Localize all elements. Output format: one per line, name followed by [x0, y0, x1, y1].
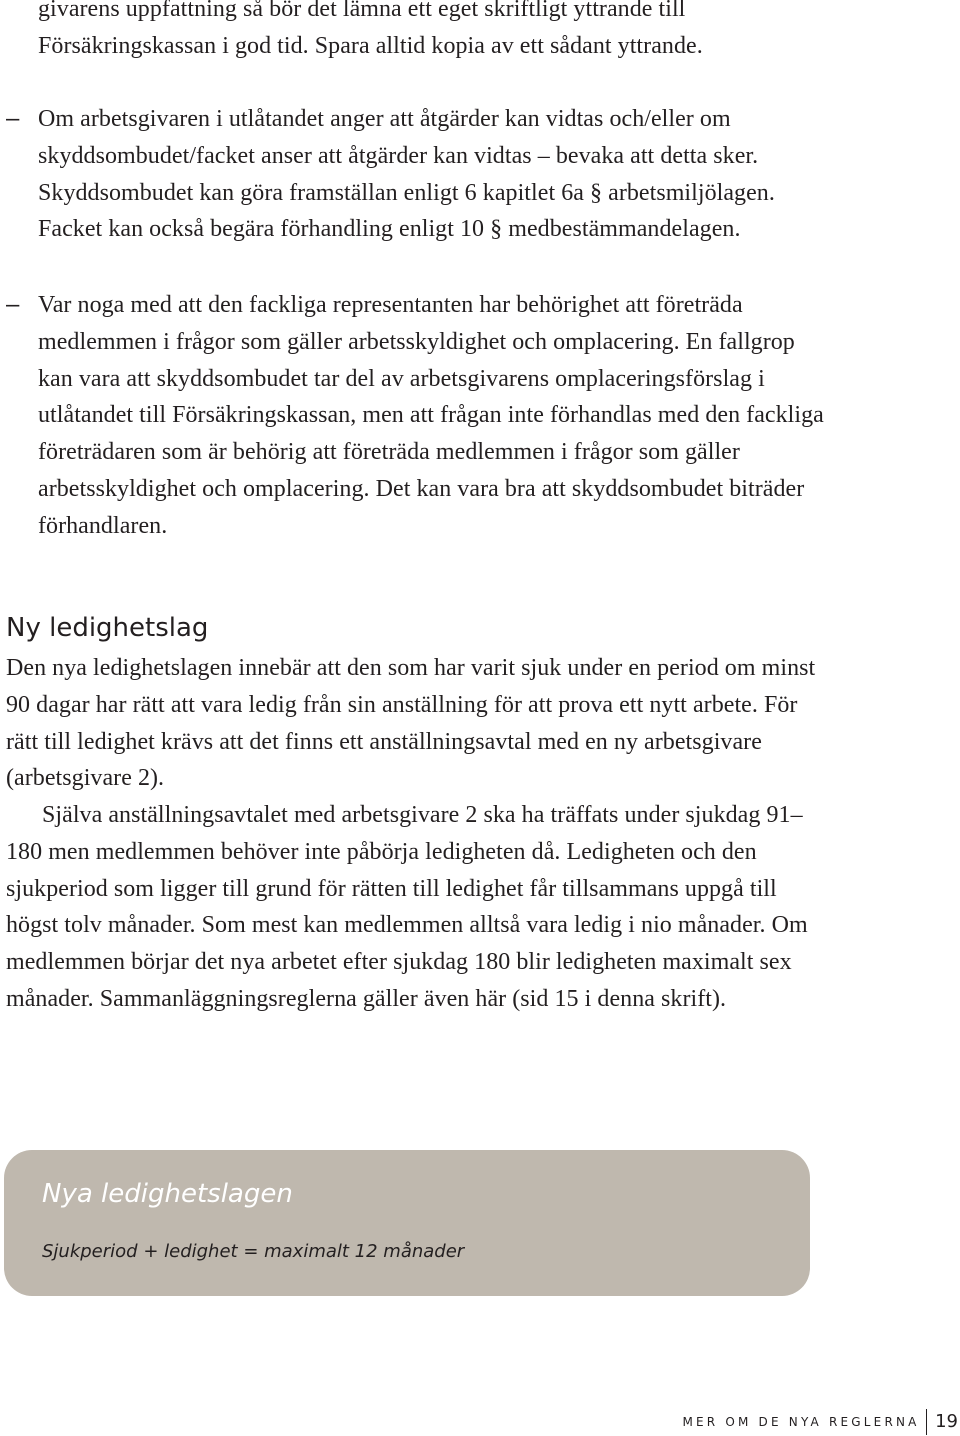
bullet-dash: –	[6, 291, 20, 318]
bullet-dash: –	[6, 105, 20, 132]
page-footer	[682, 1408, 958, 1436]
info-box-text: Sjukperiod + ledighet = maximalt 12 månader	[42, 1241, 465, 1262]
info-box-title: Nya ledighetslagen	[42, 1179, 293, 1209]
body-paragraph: Den nya ledighetslagen innebär att den som har varit sjuk under en period om minst 90 dagar har rätt att vara ledig från sin anställning för att prova ett nytt arbete. För rätt till ledighet krävs att det finns ett anställningsavtal med en ny arbetsgivare (arbetsgivare 2).	[6, 655, 816, 792]
section-heading: Ny ledighetslag	[6, 613, 209, 643]
footer-section-label: MER OM DE NYA REGLERNA	[682, 1415, 920, 1429]
continuation-paragraph: givarens uppfattning så bör det lämna ett eget skriftligt yttrande till Försäkringskassan i god tid. Spara alltid kopia av ett sådant yttrande.	[38, 0, 703, 59]
bullet-text: Om arbetsgivaren i utlåtandet anger att åtgärder kan vidtas och/eller om skyddsombudet/facket anser att åtgärder kan vidtas – bevaka att detta sker. Skyddsombudet kan göra framställan enligt 6 kapitlet 6a § arbetsmiljölagen. Facket kan också begära förhandling enligt 10 § medbestämmandelagen.	[38, 106, 775, 243]
footer-divider	[926, 1409, 928, 1435]
bullet-text: Var noga med att den fackliga representanten har behörighet att företräda medlemmen i frågor som gäller arbetsskyldighet och omplacering. En fallgrop kan vara att skyddsombudet tar del av arbetsgivarens omplaceringsförslag i utlåtandet till Försäkringskassan, men att frågan inte förhandlas med den fackliga företrädaren som är behörig att företräda medlemmen i frågor som gäller arbetsskyldighet och omplacering. Det kan vara bra att skyddsombudet biträder förhandlaren.	[38, 292, 824, 539]
info-box	[4, 1150, 810, 1296]
page-number: 19	[935, 1411, 958, 1432]
body-paragraph: Själva anställningsavtalet med arbetsgivare 2 ska ha träffats under sjukdag 91–180 men medlemmen behöver inte påbörja ledigheten då. Ledigheten och den sjukperiod som ligger till grund för rätten till ledighet får tillsammans uppgå till högst tolv månader. Som mest kan medlemmen alltså vara ledig i nio månader. Om medlemmen börjar det nya arbetet efter sjukdag 180 blir ledigheten maximalt sex månader. Sammanläggningsreglerna gäller även här (sid 15 i denna skrift).	[6, 802, 808, 1012]
